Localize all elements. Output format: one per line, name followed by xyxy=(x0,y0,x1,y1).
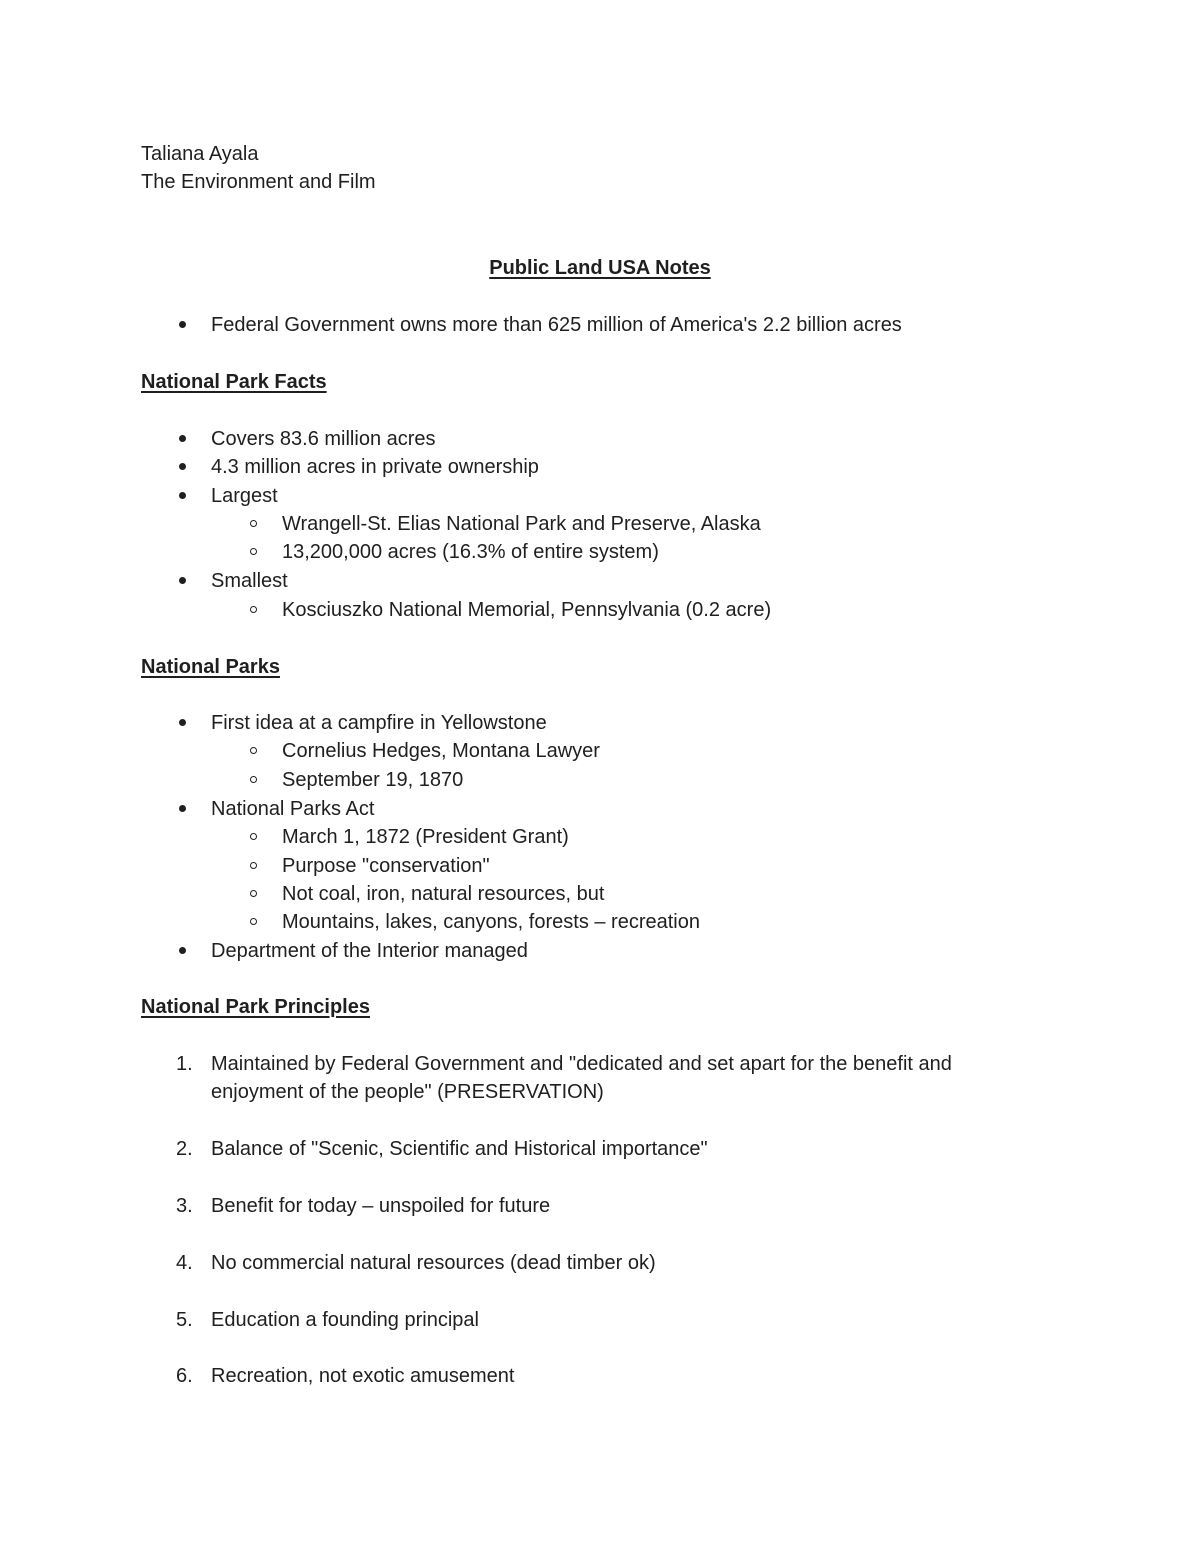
bullet-icon xyxy=(179,321,186,328)
numbered-item: Recreation, not exotic amusement xyxy=(211,1365,515,1387)
bullet-icon xyxy=(179,463,186,470)
list-item: Covers 83.6 million acres xyxy=(211,428,436,450)
list-number: 2. xyxy=(176,1138,193,1160)
sub-list-item: Cornelius Hedges, Montana Lawyer xyxy=(282,740,600,762)
list-item: First idea at a campfire in Yellowstone xyxy=(211,712,547,734)
circle-bullet-icon xyxy=(250,776,257,783)
numbered-item-continuation: enjoyment of the people" (PRESERVATION) xyxy=(211,1081,604,1103)
sub-list-item: Kosciuszko National Memorial, Pennsylvania (0.2 acre) xyxy=(282,599,772,621)
list-number: 3. xyxy=(176,1195,193,1217)
numbered-item: Education a founding principal xyxy=(211,1309,479,1331)
circle-bullet-icon xyxy=(250,890,257,897)
bullet-icon xyxy=(179,719,186,726)
list-item: Department of the Interior managed xyxy=(211,940,528,962)
numbered-item: No commercial natural resources (dead timber ok) xyxy=(211,1252,656,1274)
list-number: 5. xyxy=(176,1309,193,1331)
circle-bullet-icon xyxy=(250,833,257,840)
numbered-item: Maintained by Federal Government and "dedicated and set apart for the benefit and xyxy=(211,1053,952,1075)
numbered-item: Balance of "Scenic, Scientific and Historical importance" xyxy=(211,1138,708,1160)
numbered-item: Benefit for today – unspoiled for future xyxy=(211,1195,551,1217)
circle-bullet-icon xyxy=(250,918,257,925)
bullet-icon xyxy=(179,805,186,812)
circle-bullet-icon xyxy=(250,606,257,613)
circle-bullet-icon xyxy=(250,862,257,869)
list-number: 4. xyxy=(176,1252,193,1274)
sub-list-item: Mountains, lakes, canyons, forests – recreation xyxy=(282,911,700,933)
list-number: 6. xyxy=(176,1365,193,1387)
section-heading-facts: National Park Facts xyxy=(141,371,327,393)
sub-list-item: September 19, 1870 xyxy=(282,769,464,791)
author-name: Taliana Ayala xyxy=(141,143,259,165)
list-item: 4.3 million acres in private ownership xyxy=(211,456,539,478)
circle-bullet-icon xyxy=(250,520,257,527)
sub-list-item: Purpose "conservation" xyxy=(282,855,490,877)
course-name: The Environment and Film xyxy=(141,171,376,193)
sub-list-item: March 1, 1872 (President Grant) xyxy=(282,826,569,848)
sub-list-item: 13,200,000 acres (16.3% of entire system) xyxy=(282,541,659,563)
circle-bullet-icon xyxy=(250,747,257,754)
bullet-icon xyxy=(179,435,186,442)
circle-bullet-icon xyxy=(250,548,257,555)
bullet-icon xyxy=(179,492,186,499)
list-number: 1. xyxy=(176,1053,193,1075)
list-item: Smallest xyxy=(211,570,288,592)
page-title: Public Land USA Notes xyxy=(489,257,711,279)
section-heading-parks: National Parks xyxy=(141,656,280,678)
sub-list-item: Not coal, iron, natural resources, but xyxy=(282,883,605,905)
list-item: Federal Government owns more than 625 million of America's 2.2 billion acres xyxy=(211,314,902,336)
bullet-icon xyxy=(179,577,186,584)
sub-list-item: Wrangell-St. Elias National Park and Preserve, Alaska xyxy=(282,513,761,535)
bullet-icon xyxy=(179,947,186,954)
section-heading-principles: National Park Principles xyxy=(141,996,370,1018)
list-item: National Parks Act xyxy=(211,798,375,820)
list-item: Largest xyxy=(211,485,278,507)
